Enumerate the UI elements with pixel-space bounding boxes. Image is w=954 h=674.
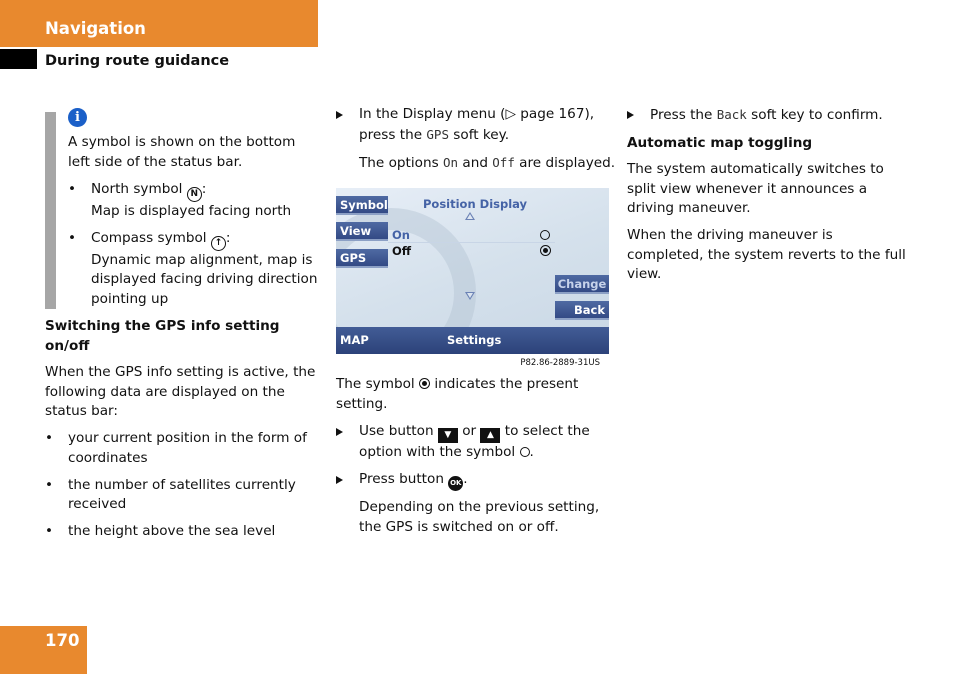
info-intro: A symbol is shown on the bottom left side of the status bar. (68, 134, 296, 170)
down-key-icon: ▼ (438, 428, 458, 443)
radio-selected-icon (540, 245, 551, 256)
step-text: . (463, 470, 468, 487)
screen-option-off[interactable]: Off (392, 244, 412, 258)
figure-reference: P82.86-2889-31US (520, 358, 600, 368)
page-reference[interactable]: ▷ page 167 (505, 106, 585, 122)
page-number: 170 (45, 631, 80, 650)
step-arrow-icon (336, 428, 343, 436)
step-arrow-icon (627, 111, 634, 119)
gps-data-list (45, 429, 320, 542)
compass-symbol-icon: ↑ (211, 236, 226, 251)
display-screenshot (336, 188, 609, 354)
step-text: Press the (650, 107, 717, 123)
revert-paragraph: When the driving maneuver is completed, the system reverts to the full view. (627, 227, 906, 282)
status-bar-map[interactable]: MAP (340, 333, 369, 347)
scroll-up-icon (465, 212, 475, 220)
softkey-view[interactable]: View (336, 222, 388, 241)
column-middle (336, 105, 616, 545)
step-select-option (336, 422, 616, 463)
scroll-down-icon (465, 292, 475, 300)
toggle-paragraph: The system automatically switches to split view whenever it announces a driving maneuver. (627, 161, 884, 216)
note-text: are displayed. (514, 154, 616, 171)
screen-status-bar (336, 327, 609, 354)
result-note: Depending on the previous setting, the GPS is switched on or off. (359, 499, 600, 535)
north-symbol-icon: N (187, 187, 202, 202)
softkey-gps[interactable]: GPS (336, 249, 388, 268)
symbol-note (336, 375, 616, 414)
step-text: soft key. (448, 126, 510, 143)
section-heading: Automatic map toggling (627, 134, 813, 151)
info-box (45, 108, 320, 309)
list-item (68, 229, 320, 310)
options-note (336, 153, 616, 174)
north-symbol-desc: Map is displayed facing north (91, 202, 292, 219)
step-arrow-icon (336, 476, 343, 484)
radio-empty-icon (540, 230, 550, 240)
step-text: or (457, 422, 481, 439)
north-symbol-label: North symbol (91, 180, 183, 197)
step-arrow-icon (336, 111, 343, 119)
step-text: to select the option with the symbol (359, 422, 590, 460)
option-off-label: Off (492, 154, 515, 170)
subsection-marker (0, 49, 37, 69)
compass-symbol-label: Compass symbol (91, 229, 207, 246)
step-text: Press button (359, 470, 449, 487)
label-colon: : (225, 229, 231, 246)
subsection-title: During route guidance (45, 53, 230, 69)
info-bar (45, 112, 56, 309)
section-heading: Switching the GPS info setting on/off (45, 318, 280, 354)
note-text: indicates the present setting. (336, 376, 579, 412)
section-title: Navigation (45, 19, 146, 38)
screen-divider (388, 242, 555, 243)
column-right (627, 105, 912, 292)
step-text: soft key to confirm. (746, 107, 883, 123)
softkey-back[interactable]: Back (555, 301, 609, 320)
step-press-ok (336, 470, 616, 491)
list-item: • the height above the sea level (45, 522, 320, 542)
step-confirm-back (627, 105, 912, 126)
gps-key-label: GPS (426, 126, 449, 142)
step-text: Use button (359, 422, 438, 439)
gps-intro: When the GPS info setting is active, the following data are displayed on the status bar: (45, 364, 316, 419)
status-bar-settings[interactable]: Settings (447, 333, 502, 347)
step-text: . (529, 443, 534, 460)
step-text: In the Display menu ( (359, 106, 506, 122)
back-key-label: Back (716, 107, 747, 122)
up-key-icon: ▲ (480, 428, 500, 443)
step-open-gps (336, 105, 616, 145)
screen-option-on[interactable]: On (392, 228, 410, 242)
ok-button-icon: OK (448, 476, 463, 491)
list-item: • your current position in the form of coordinates (45, 429, 320, 468)
softkey-change[interactable]: Change (555, 275, 609, 294)
radio-empty-icon (520, 447, 530, 457)
note-text: The symbol (336, 376, 420, 392)
info-icon: i (68, 108, 87, 127)
softkey-symbol[interactable]: Symbol (336, 196, 388, 215)
column-left (45, 108, 320, 549)
list-item (68, 180, 320, 222)
option-on-label: On (443, 154, 459, 170)
note-text: and (458, 154, 493, 171)
screen-title: Position Display (423, 197, 528, 211)
radio-selected-icon (419, 378, 430, 389)
step-text: ), press the (359, 106, 595, 143)
list-item: • the number of satellites currently received (45, 476, 320, 515)
note-text: The options (359, 154, 443, 171)
symbol-list (68, 180, 320, 310)
label-colon: : (201, 180, 207, 197)
compass-symbol-desc: Dynamic map alignment, map is displayed facing driving direction pointing up (91, 251, 318, 307)
